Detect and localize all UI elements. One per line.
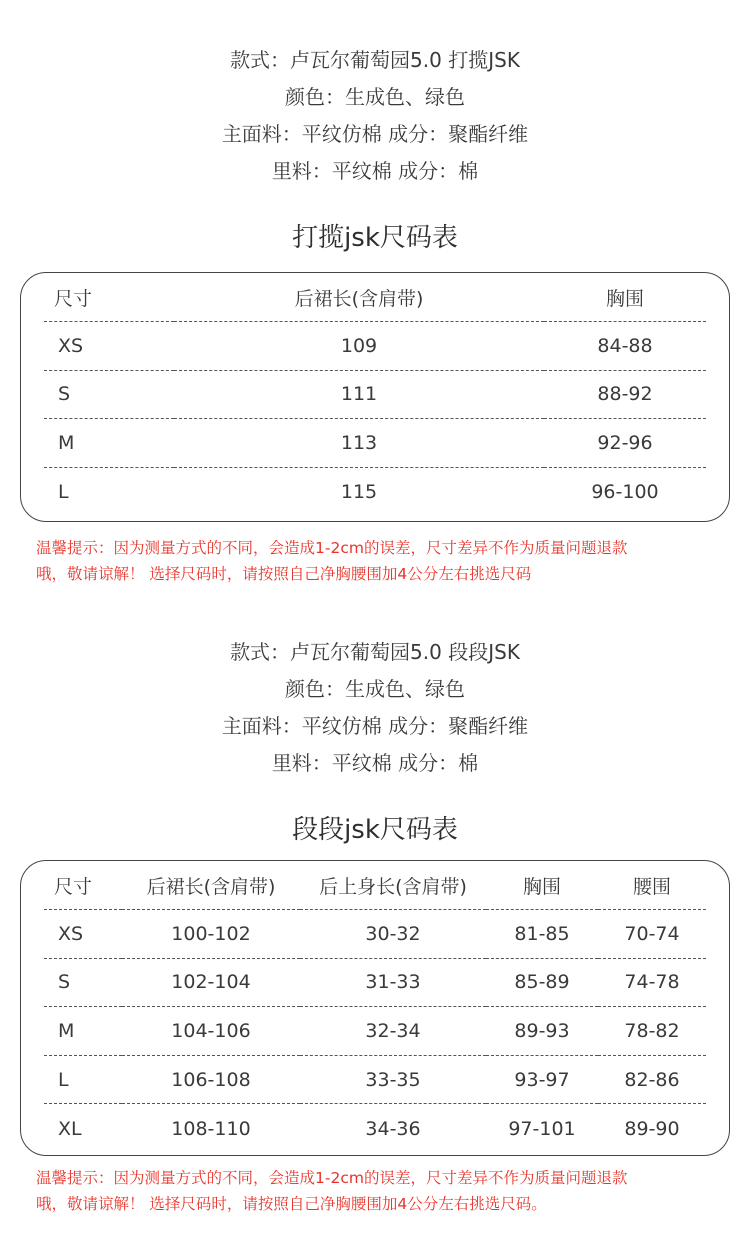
size-table-grid-2 — [44, 861, 706, 1153]
cell-bust: 89-93 — [486, 1007, 598, 1056]
header-back-length: 后裙长(含肩带) — [122, 861, 300, 910]
cell-size: S — [44, 958, 122, 1007]
specs-2 — [0, 634, 750, 782]
cell-size: M — [44, 1007, 122, 1056]
table-row — [44, 322, 706, 371]
warm-tip-line: 温馨提示：因为测量方式的不同，会造成1-2cm的误差，尺寸差异不作为质量问题退款 — [36, 1169, 628, 1187]
cell-bust: 96-100 — [591, 480, 659, 503]
cell-waist: 74-78 — [598, 958, 706, 1007]
size-chart-title-2: 段段jsk尺码表 — [292, 815, 458, 845]
table-row — [44, 1104, 706, 1153]
table-row — [44, 958, 706, 1007]
cell-back-length: 111 — [174, 370, 544, 419]
header-size: 尺寸 — [44, 273, 174, 322]
header-waist: 腰围 — [598, 861, 706, 910]
spec-fabric: 主面料：平纹仿棉 成分：聚酯纤维 — [221, 714, 529, 738]
cell-bust: 92-96 — [544, 419, 706, 468]
cell-back-length: 109 — [174, 322, 544, 371]
table-row — [44, 467, 706, 516]
cell-size: L — [44, 1055, 122, 1104]
size-table-1 — [20, 272, 730, 522]
cell-size: XL — [58, 1117, 82, 1140]
cell-back-length: 102-104 — [122, 958, 300, 1007]
cell-back-length: 108-110 — [171, 1117, 251, 1140]
spec-style: 款式：卢瓦尔葡萄园5.0 段段JSK — [230, 640, 520, 664]
table-row — [44, 910, 706, 959]
cell-upper-back-length: 32-34 — [300, 1007, 486, 1056]
warm-tip-line: 哦，敬请谅解！ 选择尺码时，请按照自己净胸腰围加4公分左右挑选尺码 — [36, 565, 532, 583]
cell-back-length: 115 — [340, 480, 378, 503]
spec-color: 颜色：生成色、绿色 — [285, 677, 465, 701]
table-row — [44, 419, 706, 468]
table-header-row — [44, 861, 706, 910]
spec-fabric: 主面料：平纹仿棉 成分：聚酯纤维 — [221, 122, 529, 146]
table-row — [44, 1055, 706, 1104]
cell-waist: 78-82 — [598, 1007, 706, 1056]
warm-tip-2 — [36, 1165, 736, 1217]
cell-back-length: 104-106 — [122, 1007, 300, 1056]
table-row — [44, 1007, 706, 1056]
cell-waist: 82-86 — [598, 1055, 706, 1104]
cell-upper-back-length: 31-33 — [300, 958, 486, 1007]
warm-tip-line: 温馨提示：因为测量方式的不同，会造成1-2cm的误差，尺寸差异不作为质量问题退款 — [36, 539, 628, 557]
header-bust: 胸围 — [544, 273, 706, 322]
cell-waist: 70-74 — [598, 910, 706, 959]
header-size: 尺寸 — [44, 861, 122, 910]
size-table-2 — [20, 860, 730, 1156]
cell-bust: 81-85 — [486, 910, 598, 959]
cell-upper-back-length: 34-36 — [365, 1117, 421, 1140]
cell-upper-back-length: 33-35 — [300, 1055, 486, 1104]
cell-size: L — [58, 480, 69, 503]
cell-size: XS — [44, 910, 122, 959]
cell-waist: 89-90 — [624, 1117, 680, 1140]
size-table-grid-1 — [44, 273, 706, 516]
cell-size: M — [44, 419, 174, 468]
cell-upper-back-length: 30-32 — [300, 910, 486, 959]
table-row — [44, 370, 706, 419]
specs-1 — [0, 42, 750, 190]
header-back-length: 后裙长(含肩带) — [174, 273, 544, 322]
spec-lining: 里料：平纹棉 成分：棉 — [271, 159, 479, 183]
cell-bust: 97-101 — [508, 1117, 576, 1140]
cell-bust: 88-92 — [544, 370, 706, 419]
warm-tip-1 — [36, 535, 736, 587]
header-bust: 胸围 — [486, 861, 598, 910]
cell-back-length: 106-108 — [122, 1055, 300, 1104]
table-header-row — [44, 273, 706, 322]
size-chart-title-1: 打揽jsk尺码表 — [292, 223, 458, 253]
cell-bust: 93-97 — [486, 1055, 598, 1104]
cell-back-length: 100-102 — [122, 910, 300, 959]
cell-back-length: 113 — [174, 419, 544, 468]
spec-lining: 里料：平纹棉 成分：棉 — [271, 751, 479, 775]
warm-tip-line: 哦，敬请谅解！ 选择尺码时，请按照自己净胸腰围加4公分左右挑选尺码。 — [36, 1195, 547, 1213]
cell-size: S — [44, 370, 174, 419]
spec-style: 款式：卢瓦尔葡萄园5.0 打揽JSK — [230, 48, 520, 72]
spec-color: 颜色：生成色、绿色 — [285, 85, 465, 109]
cell-bust: 85-89 — [486, 958, 598, 1007]
cell-bust: 84-88 — [544, 322, 706, 371]
cell-size: XS — [44, 322, 174, 371]
header-upper-back-length: 后上身长(含肩带) — [300, 861, 486, 910]
